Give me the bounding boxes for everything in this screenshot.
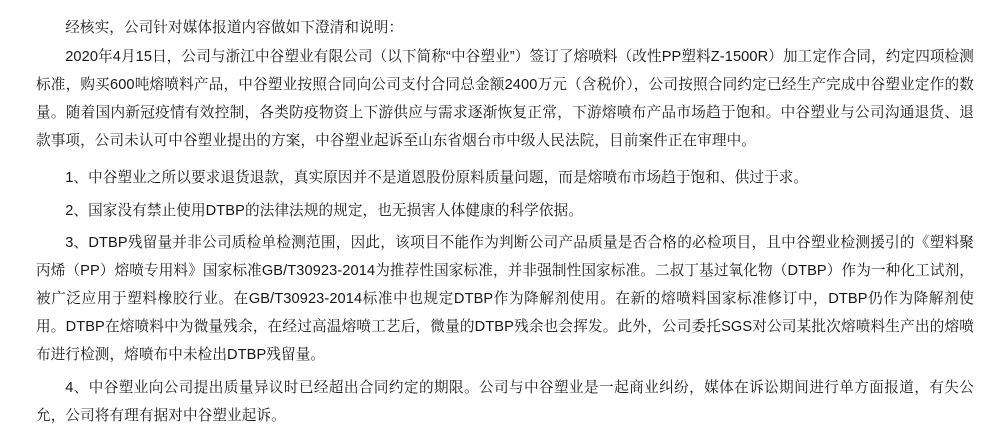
paragraph-contract-details: 2020年4月15日，公司与浙江中谷塑业有限公司（以下简称“中谷塑业”）签订了熔喷料（改性PP塑料Z-1500R）加工定作合同，约定四项检测标准，购买600吨熔喷料产品，中谷塑业按照合同向公司支付合同总金额2400万元（含税价），公司按照合同约定已经生产完成中谷塑业定作的数量。随着国内新冠疫情有效控制，各类防疫物资上下游供应与需求逐渐恢复正常，下游熔喷布产品市场趋于饱和。中谷塑业与公司沟通退货、退款事项，公司未认可中谷塑业提出的方案，中谷塑业起诉至山东省烟台市中级人民法院，目前案件正在审理中。 <box>36 48 974 149</box>
list-item-3: 3、DTBP残留量并非公司质检单检测范围，因此，该项目不能作为判断公司产品质量是否合格的必检项目，且中谷塑业检测援引的《塑料聚丙烯（PP）熔喷专用料》国家标准GB/T30923-2014为推荐性国家标准，并非强制性国家标准。二叔丁基过氧化物（DTBP）作为一种化工试剂，被广泛应用于塑料橡胶行业。在GB/T30923-2014标准中也规定DTBP作为降解剂使用。在新的熔喷料国家标准修订中，DTBP仍作为降解剂使用。DTBP在熔喷料中为微量残余，在经过高温熔喷工艺后，微量的DTBP残余也会挥发。此外，公司委托SGS对公司某批次熔喷料生产出的熔喷布进行检测，熔喷布中未检出DTBP残留量。 <box>36 235 974 364</box>
list-item-2: 2、国家没有禁止使用DTBP的法律法规的规定，也无损害人体健康的科学依据。 <box>65 202 583 219</box>
document-body <box>36 14 974 430</box>
intro-paragraph: 经核实，公司针对媒体报道内容做如下澄清和说明： <box>65 20 404 36</box>
list-item-4: 4、中谷塑业向公司提出质量异议时已经超出合同约定的期限。公司与中谷塑业是一起商业纠纷，媒体在诉讼期间进行单方面报道，有失公允，公司将有理有据对中谷塑业起诉。 <box>36 379 974 424</box>
list-item-1: 1、中谷塑业之所以要求退货退款，真实原因并不是道恩股份原料质量问题，而是熔喷布市场趋于饱和、供过于求。 <box>65 170 809 187</box>
spacer <box>36 155 974 164</box>
